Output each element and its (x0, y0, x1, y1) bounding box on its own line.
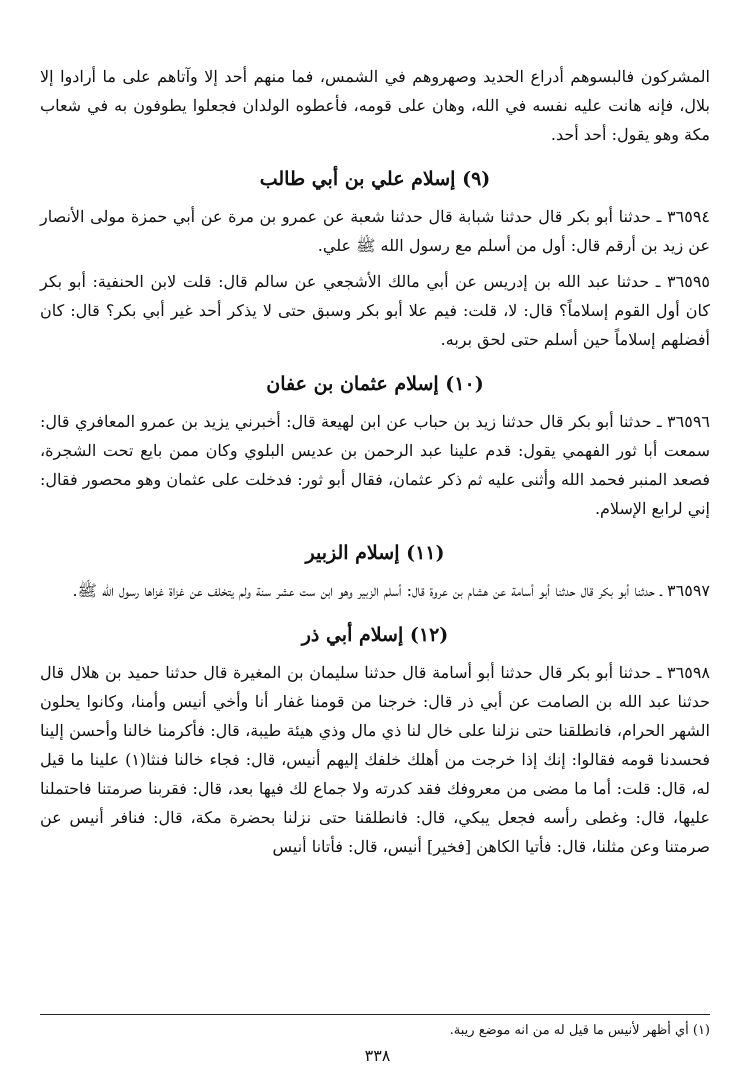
hadith-36594: ٣٦٥٩٤ ـ حدثنا أبو بكر قال حدثنا شبابة قال حدثنا شعبة عن عمرو بن مرة عن أبي حمزة مولى الأنصار عن زيد بن أرقم قال: أول من أسلم مع رسول الله ﷺ علي. (40, 207, 710, 255)
section-heading-ali: (٩) إسلام علي بن أبي طالب (259, 168, 491, 190)
footnote: (١) أي أظهر لأنيس ما قيل له من انه موضع ريبة. (449, 1023, 710, 1038)
hadith-36597: ٣٦٥٩٧ ـ حدثنا أبو بكر قال حدثنا أبو أسامة عن هشام بن عروة قال: أسلم الزبير وهو ابن ست عشر سنة ولم يتخلف عن غزاة غزاها رسول الله ﷺ. (72, 581, 710, 600)
page-number: ٣٣٨ (364, 1046, 391, 1065)
intro-paragraph: المشركون فالبسوهم أدراع الحديد وصهروهم في الشمس، فما منهم أحد إلا وآتاهم على ما أرادوا إلا بلال، فإنه هانت عليه نفسه في الله، وهان على قومه، فأعطوه الولدان فجعلوا يطوفون به في شعاب مكة وهو يقول: أحد أحد. (40, 67, 710, 144)
hadith-36598: ٣٦٥٩٨ ـ حدثنا أبو بكر قال حدثنا أبو أسامة قال حدثنا سليمان بن المغيرة قال حدثنا حميد بن هلال قال حدثنا عبد الله بن الصامت عن أبي ذر قال: خرجنا من قومنا غفار أنا وأخي أنيس وأمنا، وكانوا يحلون الشهر الحرام، فانطلقنا حتى نزلنا على خال لنا ذي مال وذي هيئة طيبة، قال: فأكرمنا خالنا وأحسن إلينا فحسدنا قومه فقالوا: إنك إذا خرجت من أهلك خلفك إليهم أنيس، قال: فجاء خالنا فنثا(١) علينا ما قيل له، قال: قلت: أما ما مضى من معروفك فقد كدرته ولا جماع لك فيها بعد، قال: فقربنا صرمتنا فاحتملنا عليها، قال: وغطى رأسه فجعل يبكي، قال: فانطلقنا حتى نزلنا بحضرة مكة، قال: فنافر أنيس عن صرمتنا وعن مثلنا، قال: فأتيا الكاهن [فخير] أنيس، قال: فأتانا أنيس (40, 663, 711, 856)
hadith-36595: ٣٦٥٩٥ ـ حدثنا عبد الله بن إدريس عن أبي مالك الأشجعي عن سالم قال: قلت لابن الحنفية: أبو بكر كان أول القوم إسلاماً؟ قال: لا، قلت: فيم علا أبو بكر وسبق حتى لا يذكر أحد غير أبي بكر؟ قال: كان أفضلهم إسلاماً حين أسلم حتى لحق بربه. (40, 272, 711, 349)
section-heading-zubair: (١١) إسلام الزبير (305, 542, 445, 564)
page-body (40, 62, 710, 861)
section-heading-abu-dhar: (١٢) إسلام أبي ذر (301, 624, 449, 646)
section-heading-uthman: (١٠) إسلام عثمان بن عفان (266, 373, 484, 395)
footnote-separator (40, 1014, 710, 1015)
hadith-36596: ٣٦٥٩٦ ـ حدثنا أبو بكر قال حدثنا زيد بن حباب عن ابن لهيعة قال: أخبرني يزيد بن عمرو المعافري قال: سمعت أبا ثور الفهمي يقول: قدم علينا عبد الرحمن بن عديس البلوي وكان ممن بايع تحت الشجرة، فصعد المنبر فحمد الله وأثنى عليه ثم ذكر عثمان، فقال أبو ثور: فدخلت على عثمان وهو محصور فقال: إني لرابع الإسلام. (40, 412, 710, 518)
